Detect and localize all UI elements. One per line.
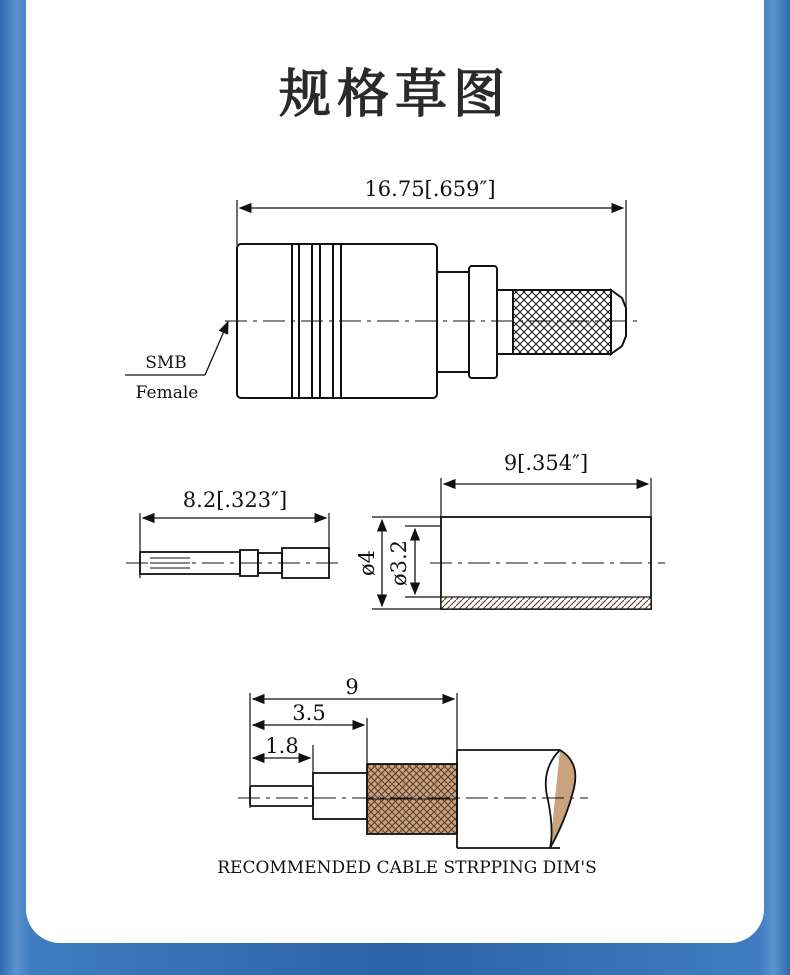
strip-inner-label: 1.8 — [265, 734, 299, 758]
outer-dia-label: ø4 — [355, 549, 379, 577]
ferrule-length-label: 9[.354″] — [503, 451, 589, 475]
knurled-ferrule — [513, 290, 611, 354]
center-conductor — [250, 786, 313, 806]
ferrule-wall-hatch — [441, 597, 651, 609]
ferrule-sleeve-drawing — [372, 478, 665, 609]
contact-pin-drawing — [126, 513, 342, 578]
pin-length-label: 8.2[.323″] — [182, 488, 288, 512]
strip-total-label: 9 — [345, 675, 359, 699]
inner-dia-label: ø3.2 — [387, 539, 411, 587]
connector-drawing — [125, 200, 640, 398]
jacket-cut-end — [550, 750, 575, 848]
connector-gender-label: Female — [135, 383, 199, 403]
cable-stripping-drawing — [238, 693, 588, 848]
stripping-caption: RECOMMENDED CABLE STRPPING DIM'S — [217, 858, 597, 878]
smb-leader — [205, 322, 228, 375]
crimp-sleeve — [497, 290, 513, 354]
connector-shoulder — [437, 272, 469, 372]
dielectric — [313, 773, 367, 819]
connector-flange — [469, 266, 497, 378]
page-title: 规格草图 — [278, 65, 511, 125]
ferrule-tip — [611, 290, 626, 354]
connector-type-label: SMB — [145, 353, 187, 373]
strip-mid-label: 3.5 — [292, 701, 326, 725]
overall-length-label: 16.75[.659″] — [364, 177, 496, 201]
cable-jacket — [457, 750, 560, 848]
